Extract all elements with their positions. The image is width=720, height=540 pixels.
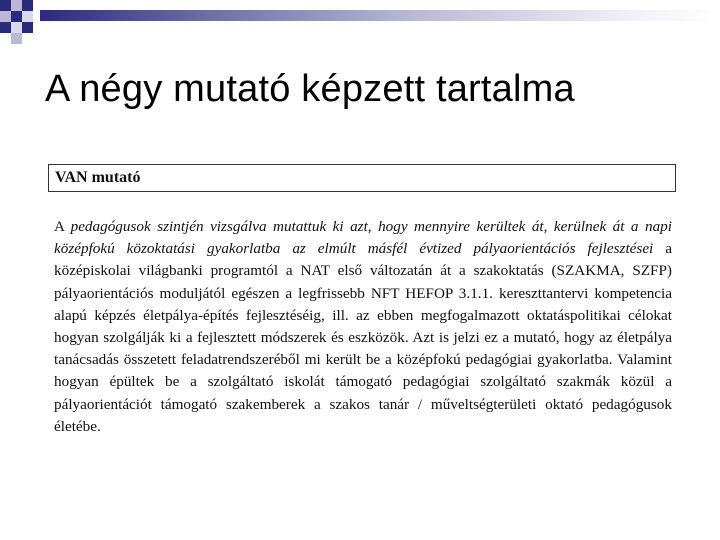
deco-square: [0, 11, 11, 22]
paragraph-italic: pedagógusok szintjén vizsgálva mutattuk ki azt, hogy mennyire kerültek át, kerülnek át a napi középfokú közoktatási gyakorlatba az elmúlt másfél évtized pályaorientációs fejlesztései: [54, 218, 672, 258]
paragraph-intro: A: [54, 218, 71, 235]
deco-square: [11, 11, 22, 22]
deco-square: [11, 33, 22, 44]
deco-square: [22, 11, 33, 22]
indicator-box: [48, 164, 676, 192]
deco-square: [0, 22, 11, 33]
deco-square: [22, 22, 33, 33]
deco-square: [0, 0, 11, 11]
paragraph-rest: a középiskolai világbanki programtól a NAT első változatán át a szakoktatás (SZAKMA, SZFP) pályaorientációs moduljától egészen a legfrissebb NFT HEFOP 3.1.1. kereszttantervi kompetencia alapú képzés életpálya-építés fejlesztéséig, ill. az ebben megfogalmazott oktatáspolitikai célokat hogyan szolgálják ki a fejlesztett módszerek és eszközök. Azt is jelzi ez a mutató, hogy az életpálya tanácsadás összetett feladatrendszeréből mi került be a középfokú pedagógiai gyakorlatba. Valamint hogyan épültek be a szolgáltató iskolát támogató pedagógiai szolgáltató szakmák közül a pályaorientációt támogató szakemberek a szakos tanár / műveltségterületi oktató pedagógusok életébe.: [54, 240, 672, 435]
decorative-squares: [0, 0, 60, 48]
deco-square: [11, 22, 22, 33]
slide-title: A négy mutató képzett tartalma: [45, 68, 575, 110]
body-paragraph: [54, 216, 672, 438]
deco-square: [11, 0, 22, 11]
indicator-box-label: VAN mutató: [55, 169, 141, 186]
header-gradient-band: [40, 10, 720, 21]
deco-square: [22, 0, 33, 11]
